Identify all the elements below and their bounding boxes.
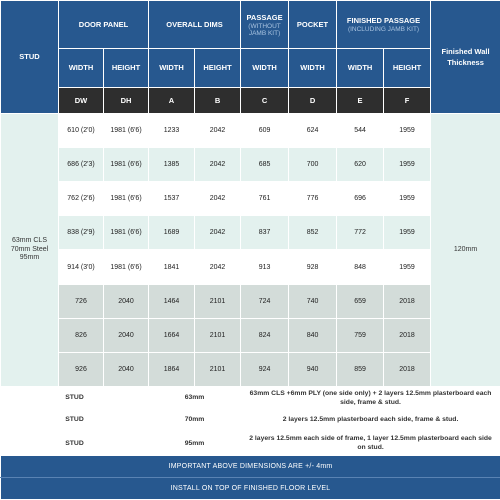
table-cell: 838 (2'9) (59, 216, 104, 250)
table-cell: 724 (241, 284, 289, 318)
tolerance-notice: IMPORTANT ABOVE DIMENSIONS ARE +/- 4mm (1, 455, 500, 477)
wall-thickness-cell: 120mm (431, 113, 500, 387)
stud-note-label: STUD (1, 431, 149, 455)
table-cell: 1959 (384, 147, 431, 181)
table-cell: 762 (2'6) (59, 182, 104, 216)
code-cell: DH (104, 87, 149, 113)
table-cell: 928 (289, 250, 337, 284)
stud-note-desc: 63mm CLS +6mm PLY (one side only) + 2 layers 12.5mm plasterboard each side, frame & stud. (241, 387, 500, 409)
table-row (1, 353, 500, 387)
table-cell: 1959 (384, 113, 431, 147)
table-cell: 1233 (149, 113, 195, 147)
stud-note-size: 95mm (149, 431, 241, 455)
stud-note-row (1, 409, 500, 431)
stud-note-label: STUD (1, 409, 149, 431)
table-cell: 696 (337, 182, 384, 216)
table-cell: 840 (289, 318, 337, 352)
stud-note-size: 63mm (149, 387, 241, 409)
table-cell: 610 (2'0) (59, 113, 104, 147)
table-cell: 726 (59, 284, 104, 318)
code-cell: B (195, 87, 241, 113)
table-cell: 1981 (6'6) (104, 147, 149, 181)
table-cell: 1385 (149, 147, 195, 181)
sub-header: HEIGHT (195, 49, 241, 87)
table-cell: 859 (337, 353, 384, 387)
table-cell: 759 (337, 318, 384, 352)
table-cell: 685 (241, 147, 289, 181)
table-row (1, 147, 500, 181)
table-cell: 2042 (195, 250, 241, 284)
table-cell: 1841 (149, 250, 195, 284)
sub-header: HEIGHT (104, 49, 149, 87)
table-cell: 2040 (104, 284, 149, 318)
passage-header (241, 1, 289, 49)
table-cell: 1981 (6'6) (104, 250, 149, 284)
table-cell: 926 (59, 353, 104, 387)
stud-note-row (1, 431, 500, 455)
stud-note-desc: 2 layers 12.5mm plasterboard each side, frame & stud. (241, 409, 500, 431)
table-cell: 1959 (384, 182, 431, 216)
sub-header: WIDTH (337, 49, 384, 87)
stud-note-label: STUD (1, 387, 149, 409)
stud-note-row (1, 387, 500, 409)
table-row (1, 318, 500, 352)
table-cell: 1864 (149, 353, 195, 387)
code-cell: F (384, 87, 431, 113)
table-cell: 609 (241, 113, 289, 147)
sub-header: HEIGHT (384, 49, 431, 87)
finished-passage-header (337, 1, 431, 49)
table-cell: 2018 (384, 318, 431, 352)
table-cell: 837 (241, 216, 289, 250)
table-cell: 2040 (104, 318, 149, 352)
table-cell: 1689 (149, 216, 195, 250)
stud-header: STUD (1, 1, 59, 114)
table-cell: 913 (241, 250, 289, 284)
sub-header: WIDTH (241, 49, 289, 87)
table-row (1, 182, 500, 216)
table-cell: 940 (289, 353, 337, 387)
table-cell: 2042 (195, 216, 241, 250)
table-cell: 659 (337, 284, 384, 318)
sub-header: WIDTH (289, 49, 337, 87)
table-cell: 620 (337, 147, 384, 181)
table-cell: 1537 (149, 182, 195, 216)
stud-note-desc: 2 layers 12.5mm each side of frame, 1 layer 12.5mm plasterboard each side on stud. (241, 431, 500, 455)
table-cell: 2042 (195, 113, 241, 147)
install-notice: INSTALL ON TOP OF FINISHED FLOOR LEVEL (1, 477, 500, 499)
table-cell: 1664 (149, 318, 195, 352)
table-cell: 2042 (195, 182, 241, 216)
table-cell: 2018 (384, 284, 431, 318)
table-row (1, 113, 500, 147)
code-cell: C (241, 87, 289, 113)
table-cell: 2042 (195, 147, 241, 181)
table-cell: 761 (241, 182, 289, 216)
code-cell: DW (59, 87, 104, 113)
table-cell: 776 (289, 182, 337, 216)
table-cell: 2101 (195, 284, 241, 318)
table-row (1, 216, 500, 250)
table-cell: 1464 (149, 284, 195, 318)
table-cell: 914 (3'0) (59, 250, 104, 284)
table-cell: 2040 (104, 353, 149, 387)
table-cell: 2018 (384, 353, 431, 387)
table-cell: 1981 (6'6) (104, 216, 149, 250)
sub-header: WIDTH (59, 49, 104, 87)
stud-note-size: 70mm (149, 409, 241, 431)
stud-type-cell: 63mm CLS 70mm Steel 95mm (1, 113, 59, 387)
table-cell: 686 (2'3) (59, 147, 104, 181)
table-cell: 1981 (6'6) (104, 182, 149, 216)
table-cell: 624 (289, 113, 337, 147)
finished-wall-header: Finished Wall Thickness (431, 1, 500, 114)
table-row (1, 250, 500, 284)
table-cell: 1981 (6'6) (104, 113, 149, 147)
code-cell: D (289, 87, 337, 113)
overall-dims-header: OVERALL DIMS (149, 1, 241, 49)
table-cell: 1959 (384, 250, 431, 284)
pocket-header: POCKET (289, 1, 337, 49)
finished-passage-note: (INCLUDING JAMB KIT) (347, 26, 420, 34)
table-cell: 924 (241, 353, 289, 387)
table-cell: 826 (59, 318, 104, 352)
table-cell: 2101 (195, 318, 241, 352)
table-cell: 544 (337, 113, 384, 147)
table-cell: 852 (289, 216, 337, 250)
table-cell: 772 (337, 216, 384, 250)
code-cell: E (337, 87, 384, 113)
finished-passage-title: FINISHED PASSAGE (346, 16, 421, 26)
passage-title: PASSAGE (246, 12, 283, 22)
table-cell: 1959 (384, 216, 431, 250)
door-panel-header: DOOR PANEL (59, 1, 149, 49)
table-cell: 824 (241, 318, 289, 352)
table-cell: 2101 (195, 353, 241, 387)
passage-note: (WITHOUT JAMB KIT) (248, 22, 281, 37)
table-cell: 700 (289, 147, 337, 181)
table-row (1, 284, 500, 318)
sub-header: WIDTH (149, 49, 195, 87)
table-cell: 848 (337, 250, 384, 284)
code-cell: A (149, 87, 195, 113)
table-cell: 740 (289, 284, 337, 318)
